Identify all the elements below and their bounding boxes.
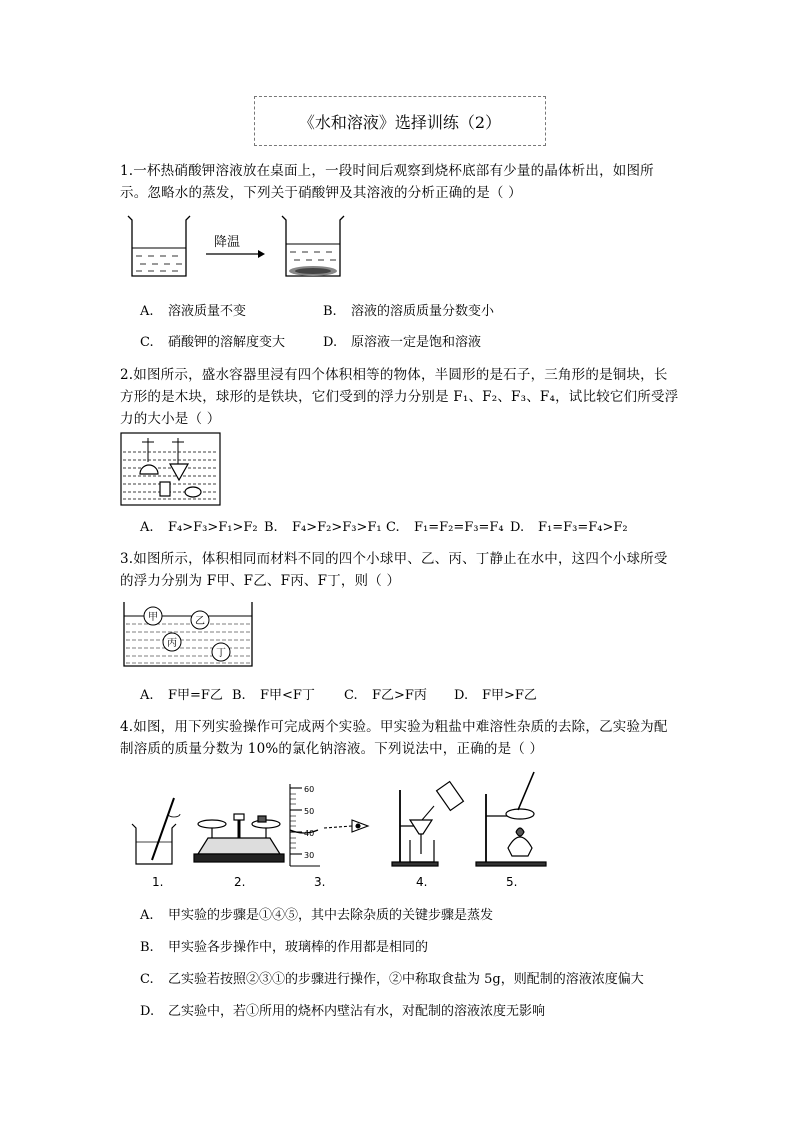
- figure-label-2: 2.: [234, 875, 246, 889]
- scale-tick-40: 40: [304, 829, 315, 838]
- q2-option-b[interactable]: B. F₄>F₂>F₃>F₁: [264, 520, 382, 535]
- question-2-stem: 2.如图所示，盛水容器里浸有四个体积相等的物体，半圆形的是石子，三角形的是铜块，长方形的是木块，球形的是铁块，它们受到的浮力分别是 F₁、F₂、F₃、F₄，试比较它们所受浮力的大小是（ ）: [120, 367, 679, 427]
- figure-label-5: 5.: [506, 875, 518, 889]
- q1-cooling-label: 降温: [214, 235, 241, 250]
- scale-tick-50: 50: [304, 807, 315, 816]
- figure-label-4: 4.: [416, 875, 428, 889]
- title-box: [254, 96, 546, 146]
- ball-jia-label: 甲: [148, 612, 158, 623]
- q3-option-d[interactable]: D. F甲>F乙: [454, 688, 537, 703]
- scale-tick-60: 60: [304, 785, 315, 794]
- apparatus-filtration: [392, 782, 463, 866]
- q4-option-d[interactable]: D. 乙实验中，若①所用的烧杯内壁沾有水，对配制的溶液浓度无影响: [140, 1004, 546, 1019]
- q3-figure-container: [120, 600, 255, 670]
- question-4-stem: 4.如图，用下列实验操作可完成两个实验。甲实验为粗盐中难溶性杂质的去除，乙实验为配制溶质的质量分数为 10%的氯化钠溶液。下列说法中，正确的是（ ）: [120, 719, 668, 757]
- figure-label-1: 1.: [152, 875, 164, 889]
- question-1-stem: 1.一杯热硝酸钾溶液放在桌面上，一段时间后观察到烧杯底部有少量的晶体析出，如图所示。忽略水的蒸发，下列关于硝酸钾及其溶液的分析正确的是（ ）: [120, 163, 654, 201]
- q2-option-a[interactable]: A. F₄>F₃>F₁>F₂: [140, 520, 258, 535]
- q4-option-c[interactable]: C. 乙实验若按照②③①的步骤进行操作，②中称取食盐为 5g，则配制的溶液浓度偏大: [140, 972, 644, 987]
- apparatus-graduated-cylinder: [290, 784, 368, 866]
- q3-option-a[interactable]: A. F甲=F乙: [140, 688, 223, 703]
- q1-figure-beakers: [122, 210, 352, 285]
- ball-bing-label: 丙: [167, 638, 177, 649]
- q1-option-a[interactable]: A. 溶液质量不变: [140, 304, 247, 319]
- q4-figure-apparatus: [130, 770, 550, 892]
- ball-ding-label: 丁: [216, 648, 226, 659]
- q2-option-d[interactable]: D. F₁=F₃=F₄>F₂: [510, 520, 628, 535]
- page-title: 《水和溶液》选择训练（2）: [298, 112, 502, 132]
- q1-option-d[interactable]: D. 原溶液一定是饱和溶液: [323, 335, 482, 350]
- q3-option-b[interactable]: B. F甲<F丁: [232, 688, 315, 703]
- apparatus-balance: [194, 814, 284, 862]
- q1-option-c[interactable]: C. 硝酸钾的溶解度变大: [140, 335, 286, 350]
- question-3-stem: 3.如图所示，体积相同而材料不同的四个小球甲、乙、丙、丁静止在水中，这四个小球所受的浮力分别为 F甲、F乙、F丙、F丁，则（ ）: [120, 551, 668, 589]
- scale-tick-30: 30: [304, 851, 315, 860]
- apparatus-beaker-stirring: [132, 798, 180, 864]
- ball-yi-label: 乙: [195, 616, 205, 627]
- q1-option-b[interactable]: B. 溶液的溶质质量分数变小: [323, 304, 495, 319]
- q2-option-c[interactable]: C. F₁=F₂=F₃=F₄: [386, 520, 504, 535]
- q4-option-b[interactable]: B. 甲实验各步操作中，玻璃棒的作用都是相同的: [140, 940, 429, 955]
- q3-option-c[interactable]: C. F乙>F丙: [344, 688, 427, 703]
- q4-option-a[interactable]: A. 甲实验的步骤是①④⑤，其中去除杂质的关键步骤是蒸发: [140, 908, 494, 923]
- q2-figure-container: [120, 432, 222, 508]
- apparatus-evaporation: [476, 772, 546, 866]
- figure-label-3: 3.: [314, 875, 326, 889]
